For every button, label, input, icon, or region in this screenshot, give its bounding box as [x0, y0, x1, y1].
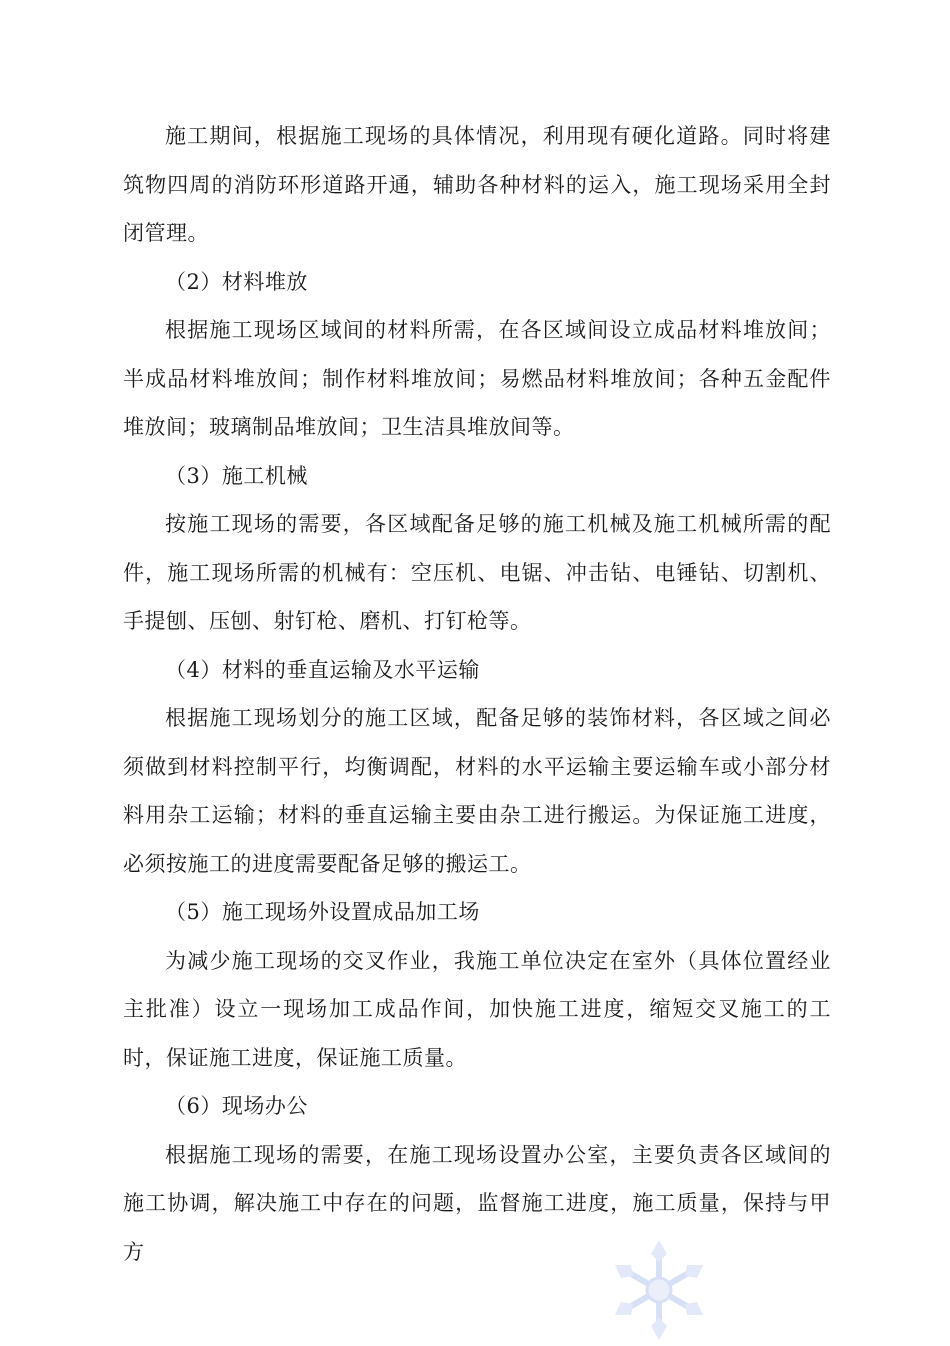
paragraph-material-transport: 根据施工现场划分的施工区域，配备足够的装饰材料，各区域之间必须做到材料控制平行，均衡调配，材料的水平运输主要运输车或小部分材料用杂工运输；材料的垂直运输主要由杂工进行搬运。为保证施工进度，必须按施工的进度需要配备足够的搬运工。 — [123, 706, 831, 876]
heading-material-transport: （4）材料的垂直运输及水平运输 — [165, 657, 480, 682]
paragraph-site-office: 根据施工现场的需要，在施工现场设置办公室，主要负责各区域间的施工协调，解决施工中存在的问题，监督施工进度，施工质量，保持与甲方 — [123, 1142, 831, 1264]
paragraph-construction-machinery: 按施工现场的需要，各区域配备足够的施工机械及施工机械所需的配件，施工现场所需的机械有：空压机、电锯、冲击钻、电锤钻、切割机、手提刨、压刨、射钉枪、磨机、打钉枪等。 — [123, 512, 831, 633]
paragraph-site-roads: 施工期间，根据施工现场的具体情况，利用现有硬化道路。同时将建筑物四周的消防环形道路开通，辅助各种材料的运入，施工现场采用全封闭管理。 — [123, 124, 831, 245]
heading-site-office: （6）现场办公 — [165, 1094, 308, 1118]
snowflake-logo-icon — [607, 1238, 711, 1342]
heading-offsite-workshop: （5）施工现场外设置成品加工场 — [165, 900, 480, 924]
paragraph-material-storage: 根据施工现场区域间的材料所需，在各区域间设立成品材料堆放间；半成品材料堆放间；制作材料堆放间；易燃品材料堆放间；各种五金配件堆放间；玻璃制品堆放间；卫生洁具堆放间等。 — [123, 318, 831, 439]
heading-construction-machinery: （3）施工机械 — [165, 463, 308, 488]
paragraph-offsite-workshop: 为减少施工现场的交叉作业，我施工单位决定在室外（具体位置经业主批准）设立一现场加工成品作间，加快施工进度，缩短交叉施工的工时，保证施工进度，保证施工质量。 — [123, 948, 831, 1070]
document-body — [123, 112, 831, 1276]
heading-material-storage: （2）材料堆放 — [165, 269, 308, 294]
